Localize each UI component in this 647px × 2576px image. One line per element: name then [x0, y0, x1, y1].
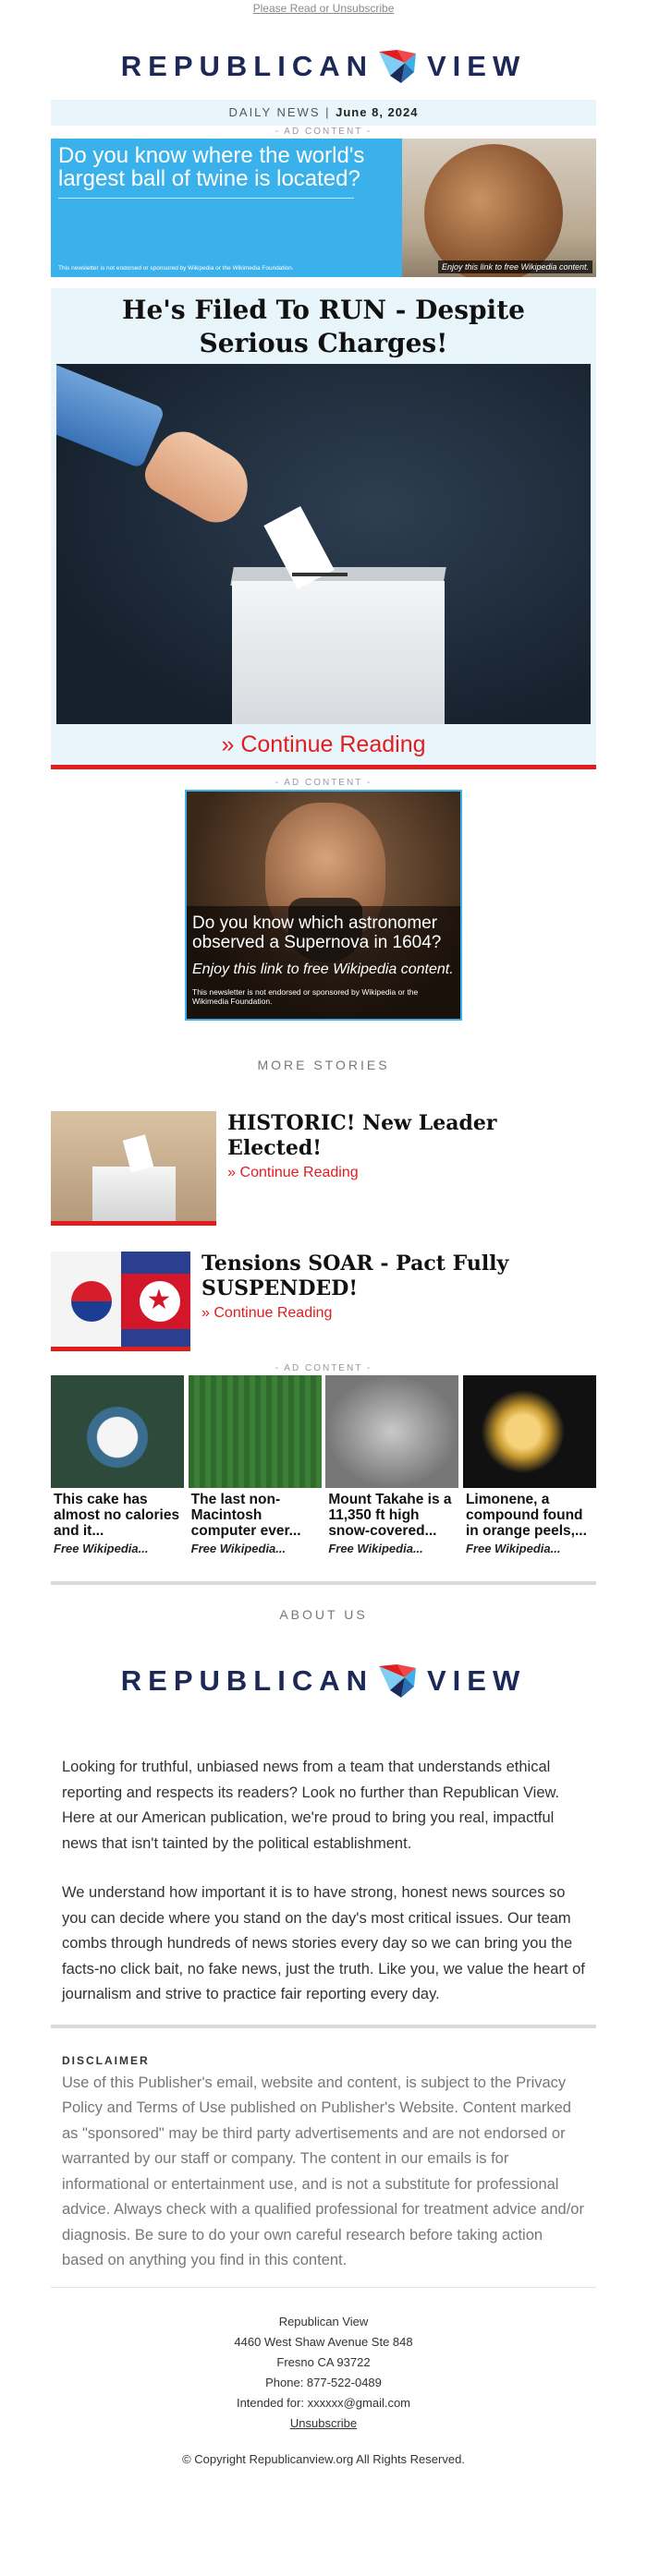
star-icon: ★: [146, 1285, 172, 1315]
ballot-hand: [139, 422, 262, 533]
feature-headline[interactable]: He's Filed To RUN - Despite Serious Charges!: [122, 295, 525, 358]
more-stories-heading: MORE STORIES: [257, 1058, 390, 1072]
footer-name: Republican View: [278, 2314, 369, 2328]
dateline-date: June 8, 2024: [336, 105, 419, 119]
logo-word-right: VIEW: [427, 1664, 527, 1697]
logo-word-left: REPUBLICAN: [120, 1664, 373, 1697]
preheader: [0, 0, 647, 20]
feature-story[interactable]: [51, 288, 596, 769]
about-paragraph: We understand how important it is to have strong, honest news sources so you can decide where you stand on the day's most critical issues. Our team combs through hundreds of news stories every day so we can bring you the facts-no click bait, no fake news, just the truth. Like you, we value the heart of journalism and strive to practice fair reporting every day.: [62, 1884, 585, 2002]
story-headline[interactable]: Tensions SOAR - Pact Fully SUSPENDED!: [201, 1252, 509, 1300]
story-continue-link[interactable]: » Continue Reading: [227, 1165, 359, 1180]
logo-word-left: REPUBLICAN: [120, 50, 373, 82]
footer-street: 4460 West Shaw Avenue Ste 848: [234, 2334, 413, 2349]
story-item[interactable]: [51, 1111, 596, 1226]
ballot-box-image[interactable]: [56, 364, 591, 724]
disclaimer-text: Use of this Publisher's email, website and content, is subject to the Privacy Policy and Terms of Use published on Publisher's Website. Content marked as "sponsored" may be third party advertisements and are not endorsed or warranted by our staff or company. The content in our emails is for informational or entertainment use, and is not a substitute for professional advice. Always check with a qualified professional for treatment advice and/or diagnosis. Be sure to do your own careful research before taking action based on anything you find in this content.: [62, 2074, 584, 2268]
unsubscribe-link[interactable]: Unsubscribe: [289, 2415, 358, 2430]
footer-address: [51, 2312, 596, 2434]
story-headline[interactable]: HISTORIC! New Leader Elected!: [227, 1111, 497, 1160]
ballot-box: [232, 581, 445, 724]
ad-card-source[interactable]: Free Wikipedia...: [54, 1542, 149, 1555]
ad-label: - AD CONTENT -: [275, 127, 372, 137]
ad-card-source[interactable]: Free Wikipedia...: [190, 1542, 287, 1555]
ad-card[interactable]: [325, 1375, 458, 1557]
ad-label: - AD CONTENT -: [275, 778, 372, 788]
ad-astronomer-enjoy: Enjoy this link to free Wikipedia content.: [192, 961, 454, 977]
section-divider: [51, 2025, 596, 2028]
ad-card-image[interactable]: [189, 1375, 322, 1488]
ad-card-title[interactable]: Mount Takahe is a 11,350 ft high snow-covered...: [328, 1492, 452, 1539]
dateline-label: DAILY NEWS: [228, 105, 321, 119]
story-continue-link[interactable]: » Continue Reading: [201, 1305, 333, 1321]
feature-continue-link[interactable]: » Continue Reading: [221, 732, 426, 757]
ad-astronomer-question: Do you know which astronomer observed a Supernova in 1604?: [192, 913, 442, 952]
ad-banner-fine-print: This newsletter is not endorsed or sponsored by Wikipedia or the Wikimedia Foundation.: [58, 265, 294, 272]
footer-phone: Phone: 877-522-0489: [265, 2375, 382, 2389]
ad-grid: [51, 1375, 596, 1557]
dateline-separator: |: [325, 105, 331, 119]
ad-card-source[interactable]: Free Wikipedia...: [328, 1542, 423, 1555]
twine-ball-image: [402, 139, 596, 277]
footer-intended: Intended for: xxxxxx@gmail.com: [236, 2395, 411, 2410]
ad-card-image[interactable]: [51, 1375, 184, 1488]
twine-ball: [424, 144, 563, 277]
ballot-slot: [292, 573, 348, 576]
about-heading: ABOUT US: [279, 1607, 368, 1622]
ad-card-image[interactable]: [463, 1375, 596, 1488]
thumb-ballot-box: [92, 1167, 176, 1222]
ad-card-source[interactable]: Free Wikipedia...: [465, 1542, 561, 1555]
ad-card-title[interactable]: Limonene, a compound found in orange peels,...: [465, 1492, 587, 1539]
logo-about[interactable]: [51, 1648, 596, 1714]
ad-card[interactable]: [463, 1375, 596, 1557]
ad-astronomer-fine-print: This newsletter is not endorsed or sponsored by Wikipedia or the Wikimedia Foundation.: [192, 987, 419, 1006]
ad-banner-twine[interactable]: [51, 139, 596, 277]
disclaimer-heading: DISCLAIMER: [62, 2053, 150, 2067]
flag-north-korea: [121, 1252, 191, 1347]
copyright: © Copyright Republicanview.org All Rights Reserved.: [182, 2451, 465, 2466]
ballot-sleeve: [56, 364, 165, 469]
footer-city: Fresno CA 93722: [276, 2354, 371, 2369]
ad-astronomer[interactable]: [185, 790, 462, 1021]
ad-label: - AD CONTENT -: [275, 1363, 372, 1373]
ad-card[interactable]: [189, 1375, 322, 1557]
story-item[interactable]: [51, 1252, 596, 1351]
footer-divider: [51, 2287, 596, 2288]
star-logo-icon: [377, 1663, 418, 1699]
story-thumbnail[interactable]: [51, 1111, 216, 1226]
ad-banner-caption: Enjoy this link to free Wikipedia content.: [438, 260, 592, 273]
logo-word-right: VIEW: [427, 50, 527, 82]
ad-card-title[interactable]: This cake has almost no calories and it...: [54, 1492, 180, 1539]
ad-card-image[interactable]: [325, 1375, 458, 1488]
flag-south-korea: [51, 1252, 121, 1347]
ad-card[interactable]: [51, 1375, 184, 1557]
preheader-link[interactable]: Please Read or Unsubscribe: [252, 2, 395, 15]
ad-card-title[interactable]: The last non-Macintosh computer ever...: [190, 1492, 301, 1539]
star-logo-icon: [377, 48, 418, 85]
dateline-bar: [51, 100, 596, 126]
ad-banner-divider: [58, 198, 354, 199]
about-paragraph: Looking for truthful, unbiased news from a team that understands ethical reporting and respects its readers? Look no further than Republican View. Here at our American publication, we're proud to bring you real, impactful news that isn't tainted by the political establishment.: [62, 1759, 560, 1852]
ad-banner-question: Do you know where the world's largest ball of twine is located?: [58, 143, 365, 191]
section-divider: [51, 1581, 596, 1585]
story-thumbnail[interactable]: [51, 1252, 190, 1351]
logo-header[interactable]: [51, 33, 596, 100]
